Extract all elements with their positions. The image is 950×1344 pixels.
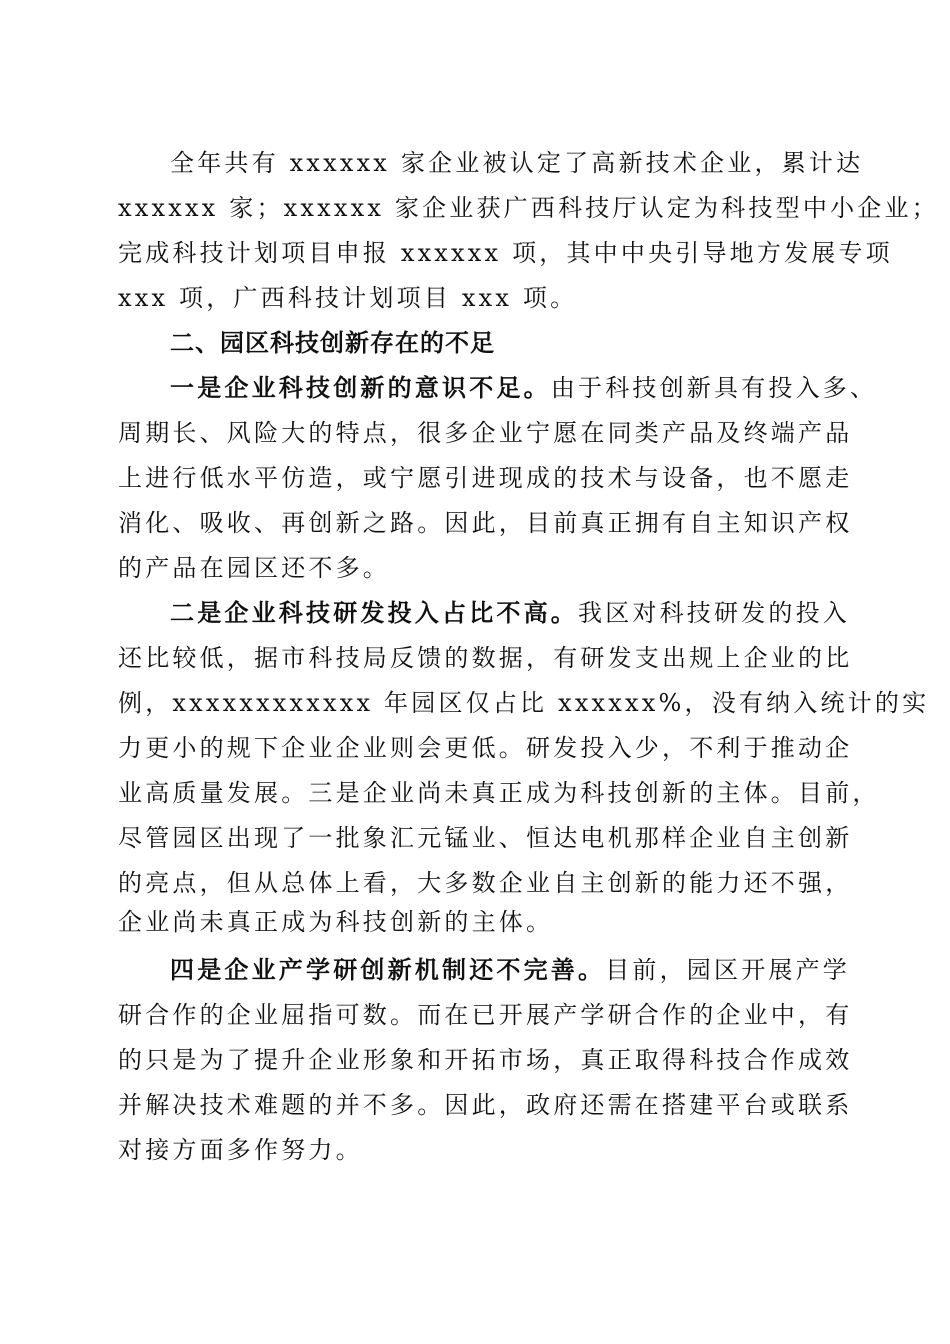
paragraph-3-line-4: 力更小的规下企业企业则会更低。研发投入少，不利于推动企 xyxy=(118,734,853,762)
paragraph-3-line-5: 业高质量发展。三是企业尚未真正成为科技创新的主体。目前， xyxy=(118,779,880,807)
paragraph-2-line-3: 上进行低水平仿造，或宁愿引进现成的技术与设备，也不愿走 xyxy=(118,464,853,492)
paragraph-3-lead: 二是企业科技研发投入占比不高。 xyxy=(170,598,578,627)
paragraph-2-lead: 一是企业科技创新的意识不足。 xyxy=(170,373,551,402)
paragraph-4-line-3: 的只是为了提升企业形象和开拓市场，真正取得科技合作成效 xyxy=(118,1046,853,1074)
paragraph-2-line-5: 的产品在园区还不多。 xyxy=(118,554,390,582)
paragraph-2-line-1 xyxy=(170,371,890,405)
paragraph-1-line-2: xxxxxx 家；xxxxxx 家企业获广西科技厅认定为科技型中小企业； xyxy=(118,194,939,222)
paragraph-1-line-3: 完成科技计划项目申报 xxxxxx 项，其中中央引导地方发展专项 xyxy=(118,239,893,267)
paragraph-4-line-1 xyxy=(170,953,890,987)
paragraph-4-line-1-text: 目前，园区开展产学 xyxy=(605,956,851,984)
paragraph-3-line-8: 企业尚未真正成为科技创新的主体。 xyxy=(118,908,554,936)
paragraph-3-line-1-text: 我区对科技研发的投入 xyxy=(578,599,850,627)
paragraph-2-line-4: 消化、吸收、再创新之路。因此，目前真正拥有自主知识产权 xyxy=(118,509,853,537)
paragraph-4-line-2: 研合作的企业屈指可数。而在已开展产学研合作的企业中，有 xyxy=(118,1001,853,1029)
paragraph-4-lead: 四是企业产学研创新机制还不完善。 xyxy=(170,955,606,984)
paragraph-3-line-6: 尽管园区出现了一批象汇元锰业、恒达电机那样企业自主创新 xyxy=(118,824,853,852)
paragraph-2-line-2: 周期长、风险大的特点，很多企业宁愿在同类产品及终端产品 xyxy=(118,419,853,447)
section-heading: 二、园区科技创新存在的不足 xyxy=(170,329,495,357)
paragraph-4-line-4: 并解决技术难题的并不多。因此，政府还需在搭建平台或联系 xyxy=(118,1091,853,1119)
paragraph-1-line-1: 全年共有 xxxxxx 家企业被认定了高新技术企业，累计达 xyxy=(170,149,864,177)
paragraph-2-line-1-text: 由于科技创新具有投入多、 xyxy=(550,374,878,402)
paragraph-3-line-1 xyxy=(170,596,890,630)
paragraph-3-line-3: 例，xxxxxxxxxxxx 年园区仅占比 xxxxxx%，没有纳入统计的实 xyxy=(118,689,930,717)
paragraph-4-line-5: 对接方面多作努力。 xyxy=(118,1136,363,1164)
paragraph-3-line-2: 还比较低，据市科技局反馈的数据，有研发支出规上企业的比 xyxy=(118,644,853,672)
paragraph-3-line-7: 的亮点，但从总体上看，大多数企业自主创新的能力还不强， xyxy=(118,869,853,897)
paragraph-1-line-4: xxx 项，广西科技计划项目 xxx 项。 xyxy=(118,284,578,312)
